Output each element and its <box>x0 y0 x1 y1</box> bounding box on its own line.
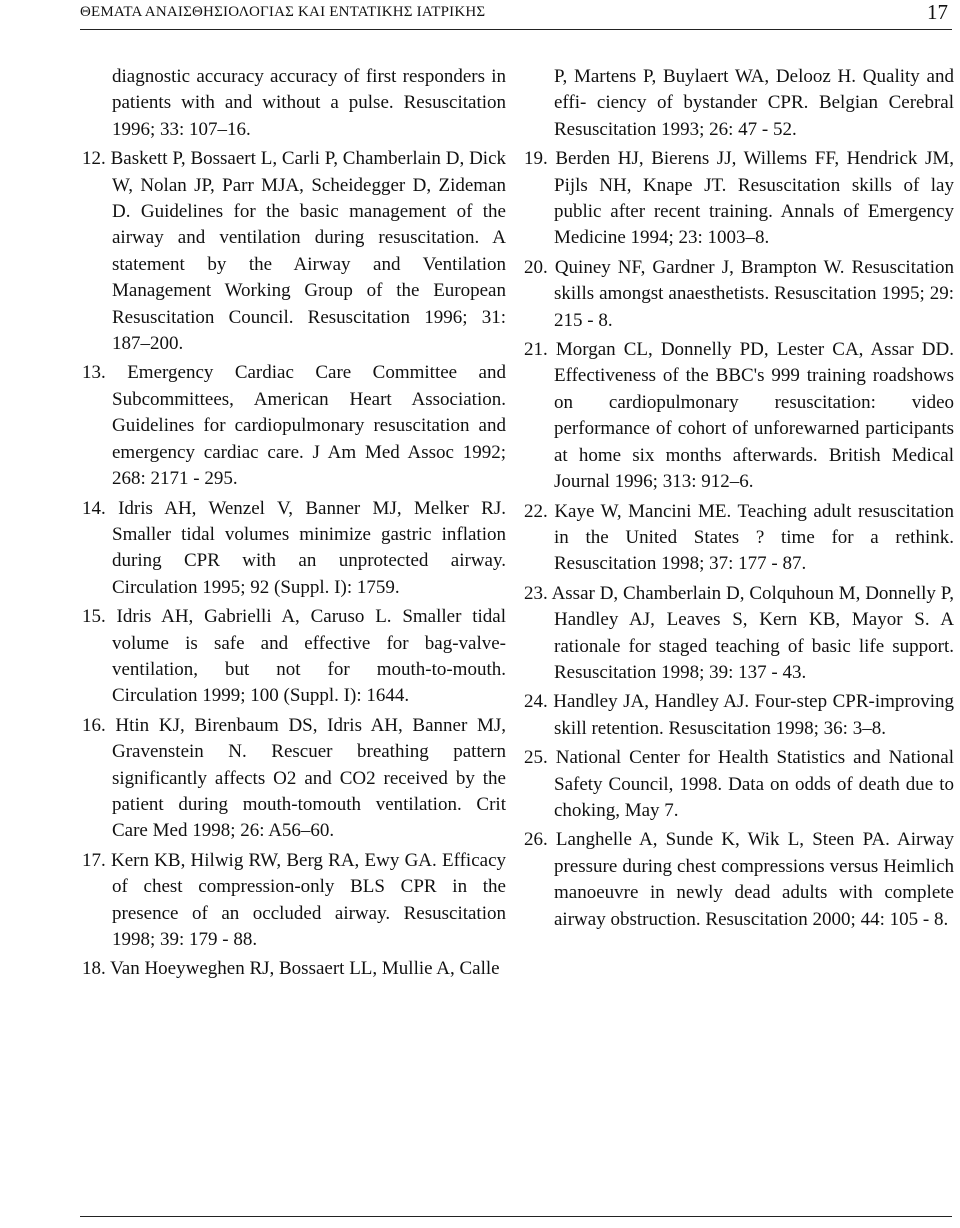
reference-item: 21. Morgan CL, Donnelly PD, Lester CA, Assar DD. Effectiveness of the BBC's 999 training roadshows on cardiopulmonary resuscitation: video performance of cohort of unforewarned participants at home six months afterwards. British Medical Journal 1996; 313: 912–6. <box>524 339 954 493</box>
reference-item: 20. Quiney NF, Gardner J, Brampton W. Resuscitation skills amongst anaesthetists. Resuscitation 1995; 29: 215 - 8. <box>524 256 954 331</box>
reference-item: 26. Langhelle A, Sunde K, Wik L, Steen PA. Airway pressure during chest compressions versus Heimlich manoeuvre in newly dead adults with complete airway obstruction. Resuscitation 2000; 44: 105 - 8. <box>524 829 954 930</box>
reference-item: 18. Van Hoeyweghen RJ, Bossaert LL, Mullie A, Calle <box>82 958 500 980</box>
reference-item: 25. National Center for Health Statistics and National Safety Council, 1998. Data on odds of death due to choking, May 7. <box>524 747 954 821</box>
reference-item: 24. Handley JA, Handley AJ. Four-step CPR-improving skill retention. Resuscitation 1998; 36: 3–8. <box>524 691 954 739</box>
reference-item: 16. Htin KJ, Birenbaum DS, Idris AH, Banner MJ, Gravenstein N. Rescuer breathing pattern significantly affects O2 and CO2 received by the patient during mouth-tomouth ventilation. Crit Care Med 1998; 26: A56–60. <box>82 714 506 842</box>
header-divider <box>80 29 952 30</box>
reference-column-right <box>524 64 954 936</box>
reference-item: 19. Berden HJ, Bierens JJ, Willems FF, Hendrick JM, Pijls NH, Knape JT. Resuscitation skills of lay public after recent training. Annals of Emergency Medicine 1994; 23: 1003–8. <box>524 148 954 249</box>
reference-item: 13. Emergency Cardiac Care Committee and Subcommittees, American Heart Association. Guidelines for cardiopulmonary resuscitation and emergency cardiac care. J Am Med Assoc 1992; 268: 2171 - 295. <box>82 362 506 490</box>
reference-item: 12. Baskett P, Bossaert L, Carli P, Chamberlain D, Dick W, Nolan JP, Parr MJA, Scheidegger D, Zideman D. Guidelines for the basic management of the airway and ventilation during resuscitation. A statement by the Airway and Ventilation Management Working Group of the European Resuscitation Council. Resuscitation 1996; 31: 187–200. <box>82 148 506 355</box>
page-number: 17 <box>927 0 948 24</box>
reference-item: diagnostic accuracy accuracy of first responders in patients with and without a pulse. Resuscitation 1996; 33: 107–16. <box>112 66 506 140</box>
reference-item: 15. Idris AH, Gabrielli A, Caruso L. Smaller tidal volume is safe and effective for bag-valve-ventilation, but not for mouth-to-mouth. Circulation 1999; 100 (Suppl. I): 1644. <box>82 606 506 707</box>
reference-item: 23. Assar D, Chamberlain D, Colquhoun M, Donnelly P, Handley AJ, Leaves S, Kern KB, Mayor S. A rationale for staged teaching of basic life support. Resuscitation 1998; 39: 137 - 43. <box>524 582 954 683</box>
reference-column-left <box>82 64 506 986</box>
footer-divider <box>80 1216 952 1217</box>
reference-item: P, Martens P, Buylaert WA, Delooz H. Quality and effi- ciency of bystander CPR. Belgian Cerebral Resuscitation 1993; 26: 47 - 52. <box>554 66 954 140</box>
reference-item: 17. Kern KB, Hilwig RW, Berg RA, Ewy GA. Efficacy of chest compression-only BLS CPR in the presence of an occluded airway. Resuscitation 1998; 39: 179 - 88. <box>82 849 506 950</box>
running-head-title: ΘΕΜΑΤΑ ΑΝΑΙΣΘΗΣΙΟΛΟΓΙΑΣ ΚΑΙ ΕΝΤΑΤΙΚΗΣ ΙΑΤΡΙΚΗΣ <box>80 4 486 20</box>
reference-item: 14. Idris AH, Wenzel V, Banner MJ, Melker RJ. Smaller tidal volumes minimize gastric inflation during CPR with an unprotected airway. Circulation 1995; 92 (Suppl. I): 1759. <box>82 497 506 598</box>
reference-item: 22. Kaye W, Mancini ME. Teaching adult resuscitation in the United States ? time for a rethink. Resuscitation 1998; 37: 177 - 87. <box>524 500 954 575</box>
